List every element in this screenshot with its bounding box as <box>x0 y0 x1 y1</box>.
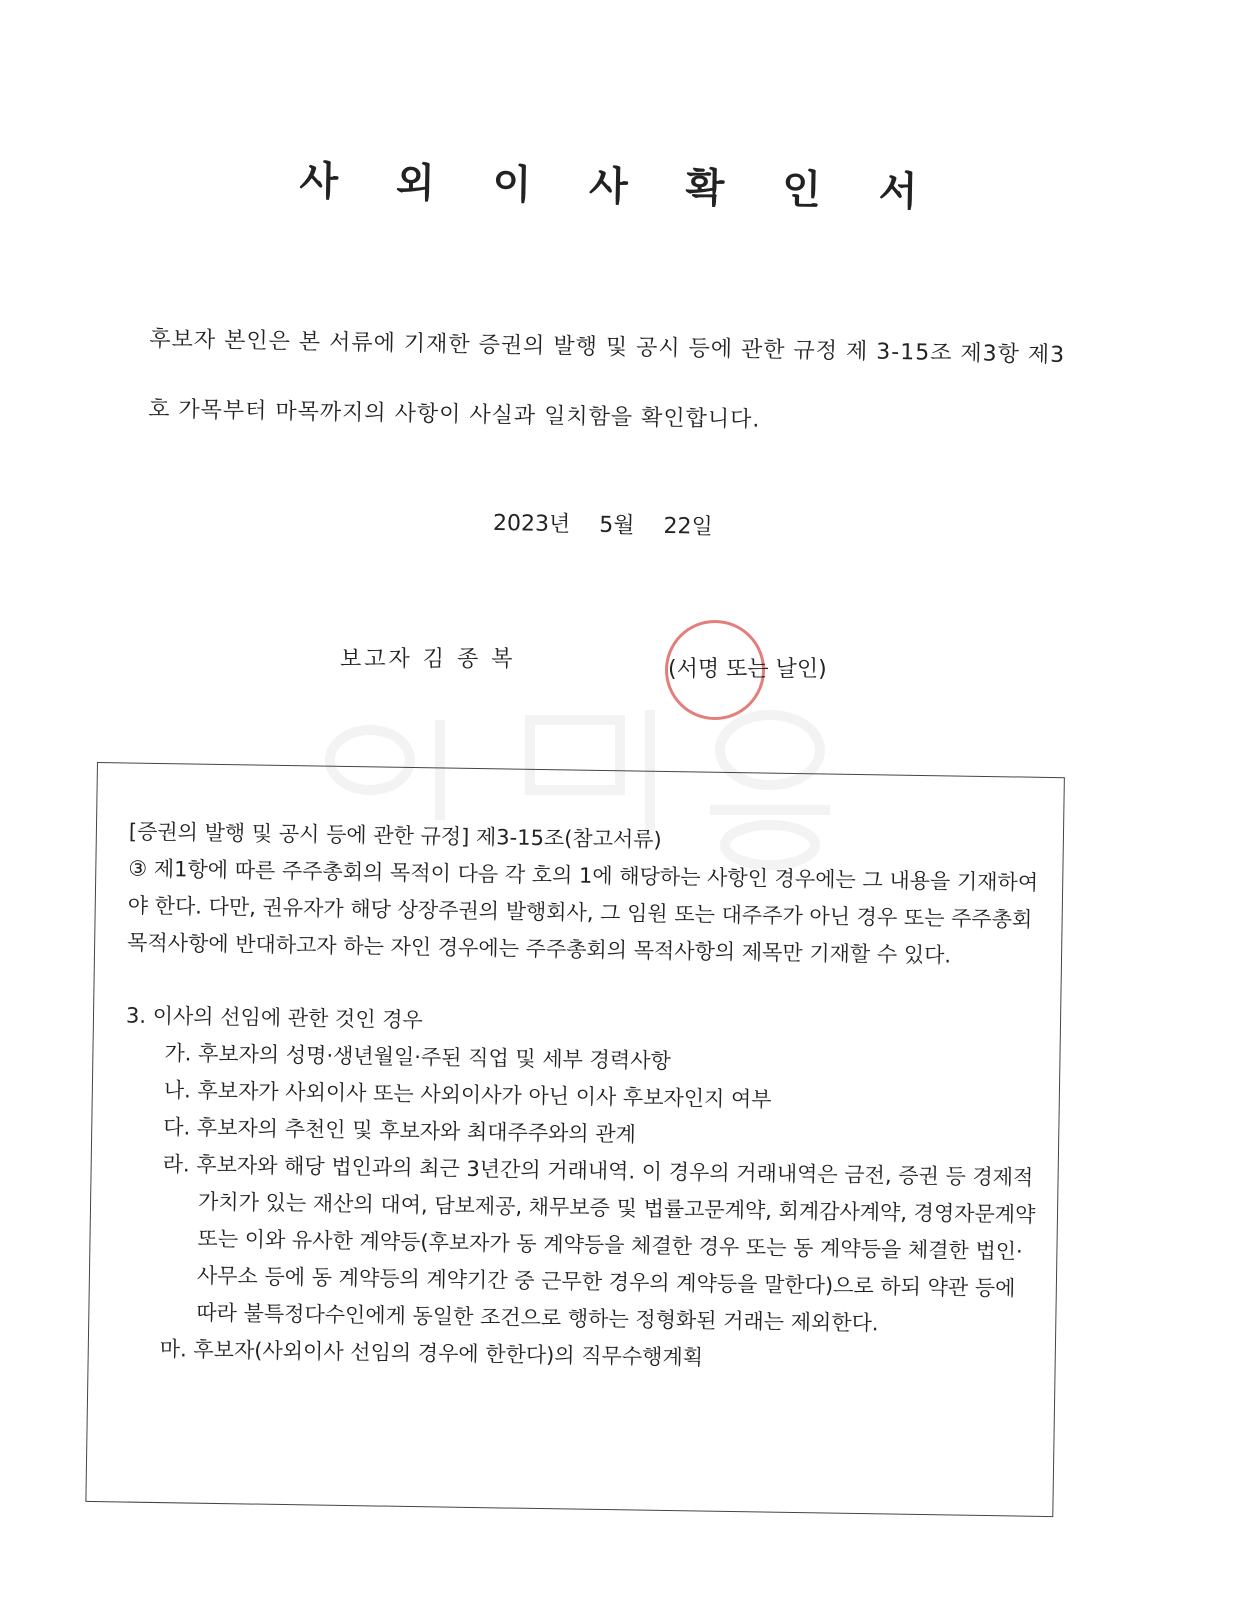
document-title: 사 외 이 사 확 인 서 <box>299 158 940 216</box>
date-day: 22일 <box>663 513 713 540</box>
subitem-ra: 라. 후보자와 해당 법인과의 최근 3년간의 거래내역. 이 경우의 거래내역은 금전, 증권 등 경제적 가치가 있는 재산의 대여, 담보제공, 채무보증 및 법률고문계약, 회계감사계약, 경영자문계약 또는 이와 유사한 계약등(후보자가 동 계약등을 체결한 경우 또는 동 계약등을 체결한 법인·사무소 등에 동 계약등의 계약기간 중 근무한 경우의 계약등을 말한다)으로 하되 약관 등에 따라 불특정다수인에게 동일한 조건으로 행하는 정형화된 거래는 제외한다. <box>162 1152 1036 1336</box>
signature-label: (서명 또는 날인) <box>668 657 827 682</box>
reference-clause: ③ 제1항에 따른 주주총회의 목적이 다음 각 호의 1에 해당하는 사항인 경우에는 그 내용을 기재하여야 한다. 다만, 권유자가 해당 상장주권의 발행회사, 그 임원 또는 대주주가 아닌 경우 또는 주주총회 목적사항에 반대하고자 하는 자인 경우에는 주주총회의 목적사항의 제목만 기재할 수 있다. <box>126 856 1039 968</box>
document-date <box>493 506 735 541</box>
reference-box <box>85 762 1065 1517</box>
date-month: 5월 <box>598 512 635 539</box>
confirmation-statement: 후보자 본인은 본 서류에 기재한 증권의 발행 및 공시 등에 관한 규정 제 3-15조 제3항 제3호 가목부터 마목까지의 사항이 사실과 일치함을 확인합니다. <box>147 326 1066 433</box>
reference-heading: [증권의 발행 및 공시 등에 관한 규정] 제3-15조(참고서류) <box>128 819 662 852</box>
subitem-ga: 가. 후보자의 성명·생년월일·주된 직업 및 세부 경력사항 <box>164 1041 671 1074</box>
subitem-da: 다. 후보자의 추천인 및 후보자와 최대주주와의 관계 <box>163 1115 637 1147</box>
subitem-na: 나. 후보자가 사외이사 또는 사외이사가 아닌 이사 후보자인지 여부 <box>163 1078 772 1112</box>
subitem-ma: 마. 후보자(사외이사 선임의 경우에 한한다)의 직무수행계획 <box>159 1337 704 1370</box>
reporter-name: 보고자 김 종 복 <box>340 647 516 672</box>
reference-item: 3. 이사의 선임에 관한 것인 경우 <box>125 1003 424 1033</box>
date-year: 2023년 <box>492 510 571 538</box>
